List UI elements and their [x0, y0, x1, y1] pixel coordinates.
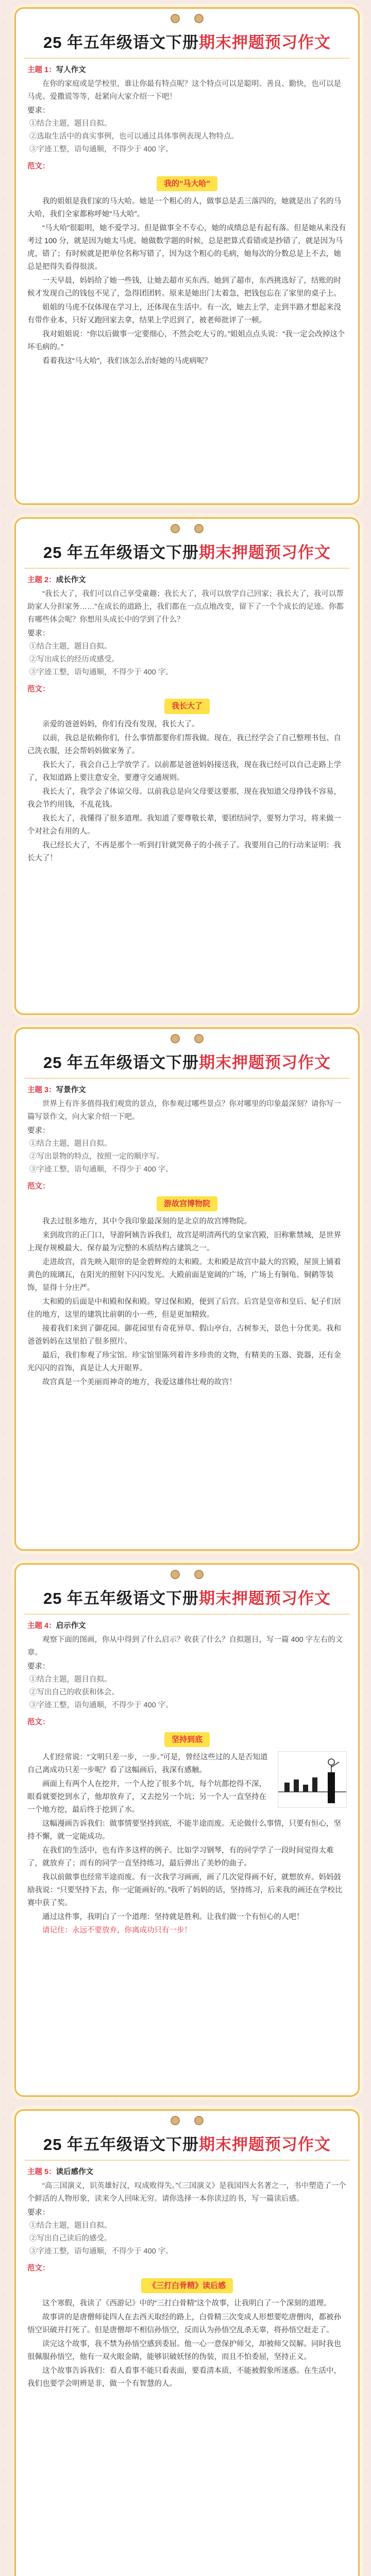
essay-paragraph: 这幅漫画告诉我们：做事情要坚持到底，不能半途而废。无论做什么事情，只要有恒心，坚持不懈，就一定能成功。: [27, 1819, 341, 1841]
card-content: [16, 1615, 358, 1945]
binder-pins: [16, 2111, 358, 2128]
topic-value: 写人作文: [56, 66, 86, 74]
pin-icon: [171, 1570, 180, 1579]
card-content: [16, 1079, 358, 1397]
topic: [27, 574, 347, 587]
essay-paragraph: 我去过很多地方，其中令我印象最深刻的是北京的故宫博物院。: [42, 1217, 251, 1226]
requirement-item: ③字迹工整，语句通顺，不得少于 400 字。: [29, 145, 173, 154]
card-content: [16, 2161, 358, 2399]
header-highlight: 期末押题预习作文: [199, 544, 331, 562]
requirement-item: ②写出景物的特点，按照一定的顺序写。: [29, 1152, 164, 1161]
card-header: [24, 1582, 350, 1615]
card-header: [24, 1046, 350, 1079]
requirement-item: ③字迹工整，语句通顺，不得少于 400 字。: [29, 668, 173, 676]
essay-paragraph: 通过这件事，我明白了一个道理：坚持就是胜利。让我们做一个有恒心的人吧！: [42, 1912, 304, 1921]
header-prefix: 25 年五年级语文下册: [43, 2136, 199, 2154]
topic-value: 成长作文: [56, 576, 86, 584]
header-highlight: 期末押题预习作文: [199, 1054, 331, 1072]
requirement-item: ③字迹工整，语句通顺，不得少于 400 字。: [29, 1165, 173, 1174]
binder-pins: [16, 1029, 358, 1046]
requirements-label: 要求：: [27, 1662, 50, 1671]
essay-paragraph: 我长大了，我会自己上学放学了。以前都是爸爸妈妈接送我，现在我已经可以自己走路上学了，我知道路上要注意安全，要遵守交通规则。: [27, 761, 341, 782]
binder-pins: [16, 9, 358, 26]
pin-icon: [194, 2116, 204, 2125]
fanwen-label: 范文：: [27, 162, 50, 171]
requirement-item: ②写出自己读后的感受。: [29, 2234, 112, 2243]
essay-paragraph: 读完这个故事，我不禁为孙悟空感到委屈。他一心一意保护师父，却被师父误解。同时我也很佩服孙悟空，他有一双火眼金睛，能够识破妖怪的伪装，而且不怕委屈，坚持正义。: [27, 2340, 341, 2362]
essay-paragraph: 亲爱的爸爸妈妈，你们有没有发现，我长大了。: [42, 720, 199, 729]
essay-paragraph: 以前，我总是依赖你们，什么事情都要你们帮我做。现在，我已经学会了自己整理书包、自己洗衣服，还会帮妈妈做家务了。: [27, 734, 341, 756]
topic: [27, 2166, 347, 2179]
essay-paragraph: 我长大了，我学会了体谅父母。以前我总是向父母要这要那，现在我知道父母挣钱不容易，我会节约用钱，不乱花钱。: [27, 787, 341, 809]
essay-paragraph: 我长大了，我懂得了很多道理。我知道了要尊敬长辈，要团结同学，要努力学习，将来做一个对社会有用的人。: [27, 814, 341, 836]
essay-paragraph: 这个故事告诉我们：看人看事不能只看表面，要看清本质，不能被假象所迷惑。在生活中，我们也要学会明辨是非，做一个有智慧的人。: [27, 2366, 341, 2388]
topic-value: 读后感作文: [56, 2168, 94, 2176]
header-prefix: 25 年五年级语文下册: [43, 1589, 199, 1607]
essay-paragraph: 最后，我们参观了珍宝馆。珍宝馆里陈列着许多珍贵的文物，有精美的玉器、瓷器，还有金光闪闪的首饰，真是让人大开眼界。: [27, 1351, 341, 1372]
header-prefix: 25 年五年级语文下册: [43, 1054, 199, 1072]
essay-title: 我长大了: [164, 699, 210, 714]
essay-title: 《三打白骨精》读后感: [141, 2278, 233, 2294]
card-content: [16, 59, 358, 376]
header-highlight: 期末押题预习作文: [199, 33, 331, 52]
essay-paragraph: 故宫真是一个美丽而神奇的地方，我爱这雄伟壮观的故宫！: [42, 1378, 237, 1386]
topic-value: 启示作文: [56, 1622, 86, 1630]
essay-paragraph: 太和殿的后面是中和殿和保和殿。穿过保和殿，便到了后宫。后宫是皇帝和皇后、妃子们居住的地方，这里的建筑比前朝的小一些，但是更加精致。: [27, 1297, 341, 1319]
topic: [27, 1084, 347, 1097]
essay-card-2: [14, 517, 360, 1015]
essay-paragraph: 我已经长大了，不再是那个一听到打针就哭鼻子的小孩子了。我要用自己的行动来证明：我长大了！: [27, 841, 341, 862]
topic: [27, 1620, 347, 1633]
requirement-item: ①结合主题，题目自拟。: [29, 2221, 112, 2230]
requirement-item: ①结合主题，题目自拟。: [29, 1139, 112, 1148]
card-header: [24, 2128, 350, 2161]
header-highlight: 期末押题预习作文: [199, 2136, 331, 2154]
header-highlight: 期末押题预习作文: [199, 1589, 331, 1607]
pin-icon: [171, 1034, 180, 1043]
essay-paragraph: 人们经常说：“文明只差一步，一步。”可是，曾经这些过的人是否知道自己离成功只差一步呢？看了这幅画后，我深有感触。: [27, 1753, 268, 1775]
essay-paragraph: “马大哈”很聪明，她不爱学习。但是做事全不专心，她的成绩总是有起有落。但是她从来没有考过 100 分，就是因为她太马虎。她做数学题的时候，总是把算式看错或是抄错了，就是因为马虎，错了；有时候就是把单位名称写错了，因为这个粗心的毛病，她每次的分数总是上不去，她总是把得失看得很淡。: [27, 224, 346, 271]
fanwen-label: 范文：: [27, 1718, 50, 1726]
essay-paragraph: 看着我这“马大哈”，我们该怎么治好她的马虎病呢？: [42, 357, 212, 365]
header-prefix: 25 年五年级语文下册: [43, 544, 199, 562]
prompt: “我长大了，我们可以自己享受童趣；我长大了，我可以放学自己回家；我长大了，我可以帮助家人分担家务……”在成长的道路上，我们都在一点点地改变，留下了一个个成长的足迹。你都有哪些体会呢？你想用头成长中的学到了什么？: [27, 589, 344, 624]
pin-icon: [171, 524, 180, 533]
topic-label: 主题 2：: [27, 576, 56, 584]
fanwen-label: 范文：: [27, 2264, 50, 2273]
essay-title: 我的“马大哈”: [157, 176, 217, 192]
pin-icon: [194, 524, 204, 533]
pin-icon: [194, 1034, 204, 1043]
fanwen-label: 范文：: [27, 685, 50, 693]
requirement-item: ①结合主题，题目自拟。: [29, 642, 112, 651]
header-prefix: 25 年五年级语文下册: [43, 33, 199, 52]
pin-icon: [171, 2116, 180, 2125]
essay-paragraph: 我对姐姐说：“你以后做事一定要细心，不然会吃大亏的。”姐姐点点头说：“我一定会改掉这个坏毛病的。”: [27, 330, 345, 351]
prompt: 观察下面的图画，你从中得到了什么启示？收获了什么？自拟题目，写一篇 400 字左右的文章。: [27, 1635, 343, 1657]
pin-icon: [194, 14, 204, 23]
essay-paragraph: 我以前做事也经常半途而废。有一次我学习画画，画了几次觉得画不好，就想放弃。妈妈鼓励我说：“只要坚持下去，你一定能画好的。”我听了妈妈的话，坚持练习，后来我的画还在学校比赛中获了奖。: [27, 1873, 343, 1907]
essay-title: 游故宫博物院: [157, 1196, 217, 1212]
card-header: [24, 536, 350, 569]
pin-icon: [194, 1570, 204, 1579]
fanwen-label: 范文：: [27, 1182, 50, 1191]
essay-paragraph: 在我们的生活中，也有许多这样的例子。比如学习钢琴，有的同学学了一段时间觉得太难了，就放弃了；而有的同学一直坚持练习，最后弹出了美妙的曲子。: [27, 1846, 334, 1868]
card-header: [24, 26, 350, 59]
essay-title: 坚持到底: [164, 1732, 210, 1748]
essay-paragraph: 画面上有两个人在挖井，一个人挖了很多个坑，每个坑都挖得不深，眼看就要挖到水了，他却放弃了，又去挖另一个坑；另一个人一直坚持在一个地方挖，最后终于挖到了水。: [27, 1780, 266, 1815]
requirement-item: ②写出成长的经历或感受。: [29, 655, 119, 664]
prompt: 在你的家庭或是学校里，谁让你最有特点呢？这个特点可以是聪明、善良、勤快，也可以是马虎、爱撒谎等等，赶紧向大家介绍一下吧！: [27, 79, 341, 101]
essay-paragraph: 我的姐姐是我们家的马大哈。她是一个粗心的人，做事总是丢三落四的，她就是出了名的马大哈，我们全家都称呼她“马大哈”。: [27, 197, 341, 219]
requirements-label: 要求：: [27, 2208, 50, 2217]
essay-paragraph: 一天早晨，妈妈给了她一些钱，让她去超市买东西。她到了超市，东西挑选好了，结账的时候才发现自己的钱包不见了，急得团团转。原来是她出门太着急，把钱包忘在了家里的桌子上。: [27, 276, 341, 298]
essay-closing: 请记住：永远不要放弃，你离成功只有一步！: [42, 1926, 192, 1935]
topic-label: 主题 5：: [27, 2168, 56, 2176]
essay-card-1: [14, 7, 360, 505]
topic-label: 主题 1：: [27, 66, 56, 74]
requirement-item: ①结合主题，题目自拟。: [29, 1675, 112, 1684]
pin-icon: [171, 14, 180, 23]
essay-paragraph: 来到故宫的正门口，导游阿姨告诉我们，故宫是明清两代的皇家宫殿，旧称紫禁城，是世界上现存规模最大、保存最为完整的木质结构古建筑之一。: [27, 1231, 341, 1253]
requirement-item: ③字迹工整，语句通顺，不得少于 400 字。: [29, 2247, 173, 2256]
requirement-item: ②写出自己的收获和体会。: [29, 1688, 119, 1697]
requirements-label: 要求：: [27, 106, 50, 115]
essay-card-3: [14, 1027, 360, 1551]
essay-paragraph: 故事讲的是唐僧师徒四人在去西天取经的路上，白骨精三次变成人形想要吃唐僧肉，都被孙悟空识破并打死了。但是唐僧却不相信孙悟空，反而认为孙悟空乱杀无辜，将孙悟空赶走了。: [27, 2313, 341, 2335]
requirements-label: 要求：: [27, 629, 50, 638]
essay-paragraph: 走进故宫，首先映入眼帘的是金碧辉煌的太和殿。太和殿是故宫中最大的宫殿，屋顶上铺着黄色的琉璃瓦，在阳光的照射下闪闪发光。大殿前面是宽阔的广场，广场上有铜龟、铜鹤等装饰，显得十分庄严。: [27, 1258, 341, 1292]
requirement-item: ②选取生活中的真实事例，也可以通过具体事例表现人物特点。: [29, 132, 239, 141]
essay-paragraph: 这个寒假，我读了《西游记》中的“三打白骨精”这个故事，让我明白了一个深刻的道理。: [42, 2299, 331, 2308]
essay-card-4: [14, 1563, 360, 2097]
topic-value: 写景作文: [56, 1086, 86, 1094]
essay-paragraph: 姐姐的马虎不仅体现在学习上，还体现在生活中。有一次，她去上学，走到半路才想起来没有带作业本，只好又跑回家去拿，结果上学迟到了，被老师批评了一顿。: [27, 303, 341, 325]
essay-card-5: [14, 2109, 360, 2576]
binder-pins: [16, 1565, 358, 1582]
topic: [27, 64, 347, 77]
topic-label: 主题 4：: [27, 1622, 56, 1630]
digging-well-illustration: [278, 1752, 346, 1807]
requirement-item: ①结合主题，题目自拟。: [29, 119, 112, 128]
card-content: [16, 569, 358, 873]
essay-paragraph: 接着我们来到了御花园。御花园里有奇花异草、假山亭台，古树参天，景色十分优美。我和爸爸妈妈在这里拍了很多照片。: [27, 1324, 341, 1346]
comic-illustration: [278, 1751, 347, 1808]
topic-label: 主题 3：: [27, 1086, 56, 1094]
prompt: 世界上有许多值得我们观赏的景点，你参观过哪些景点？你对哪里的印象最深刻？请你写一篇写景作文，向大家介绍一下吧。: [27, 1099, 341, 1121]
requirements-label: 要求：: [27, 1126, 50, 1135]
requirement-item: ③字迹工整，语句通顺，不得少于 400 字。: [29, 1701, 173, 1709]
binder-pins: [16, 519, 358, 536]
prompt: “高三国演义，识英雄好汉，叹成败得失。”《三国演义》是我国四大名著之一，书中塑造了一个个鲜活的人物形象，读来令人回味无穷。请你选择一本你读过的书，写一篇读后感。: [27, 2181, 346, 2203]
